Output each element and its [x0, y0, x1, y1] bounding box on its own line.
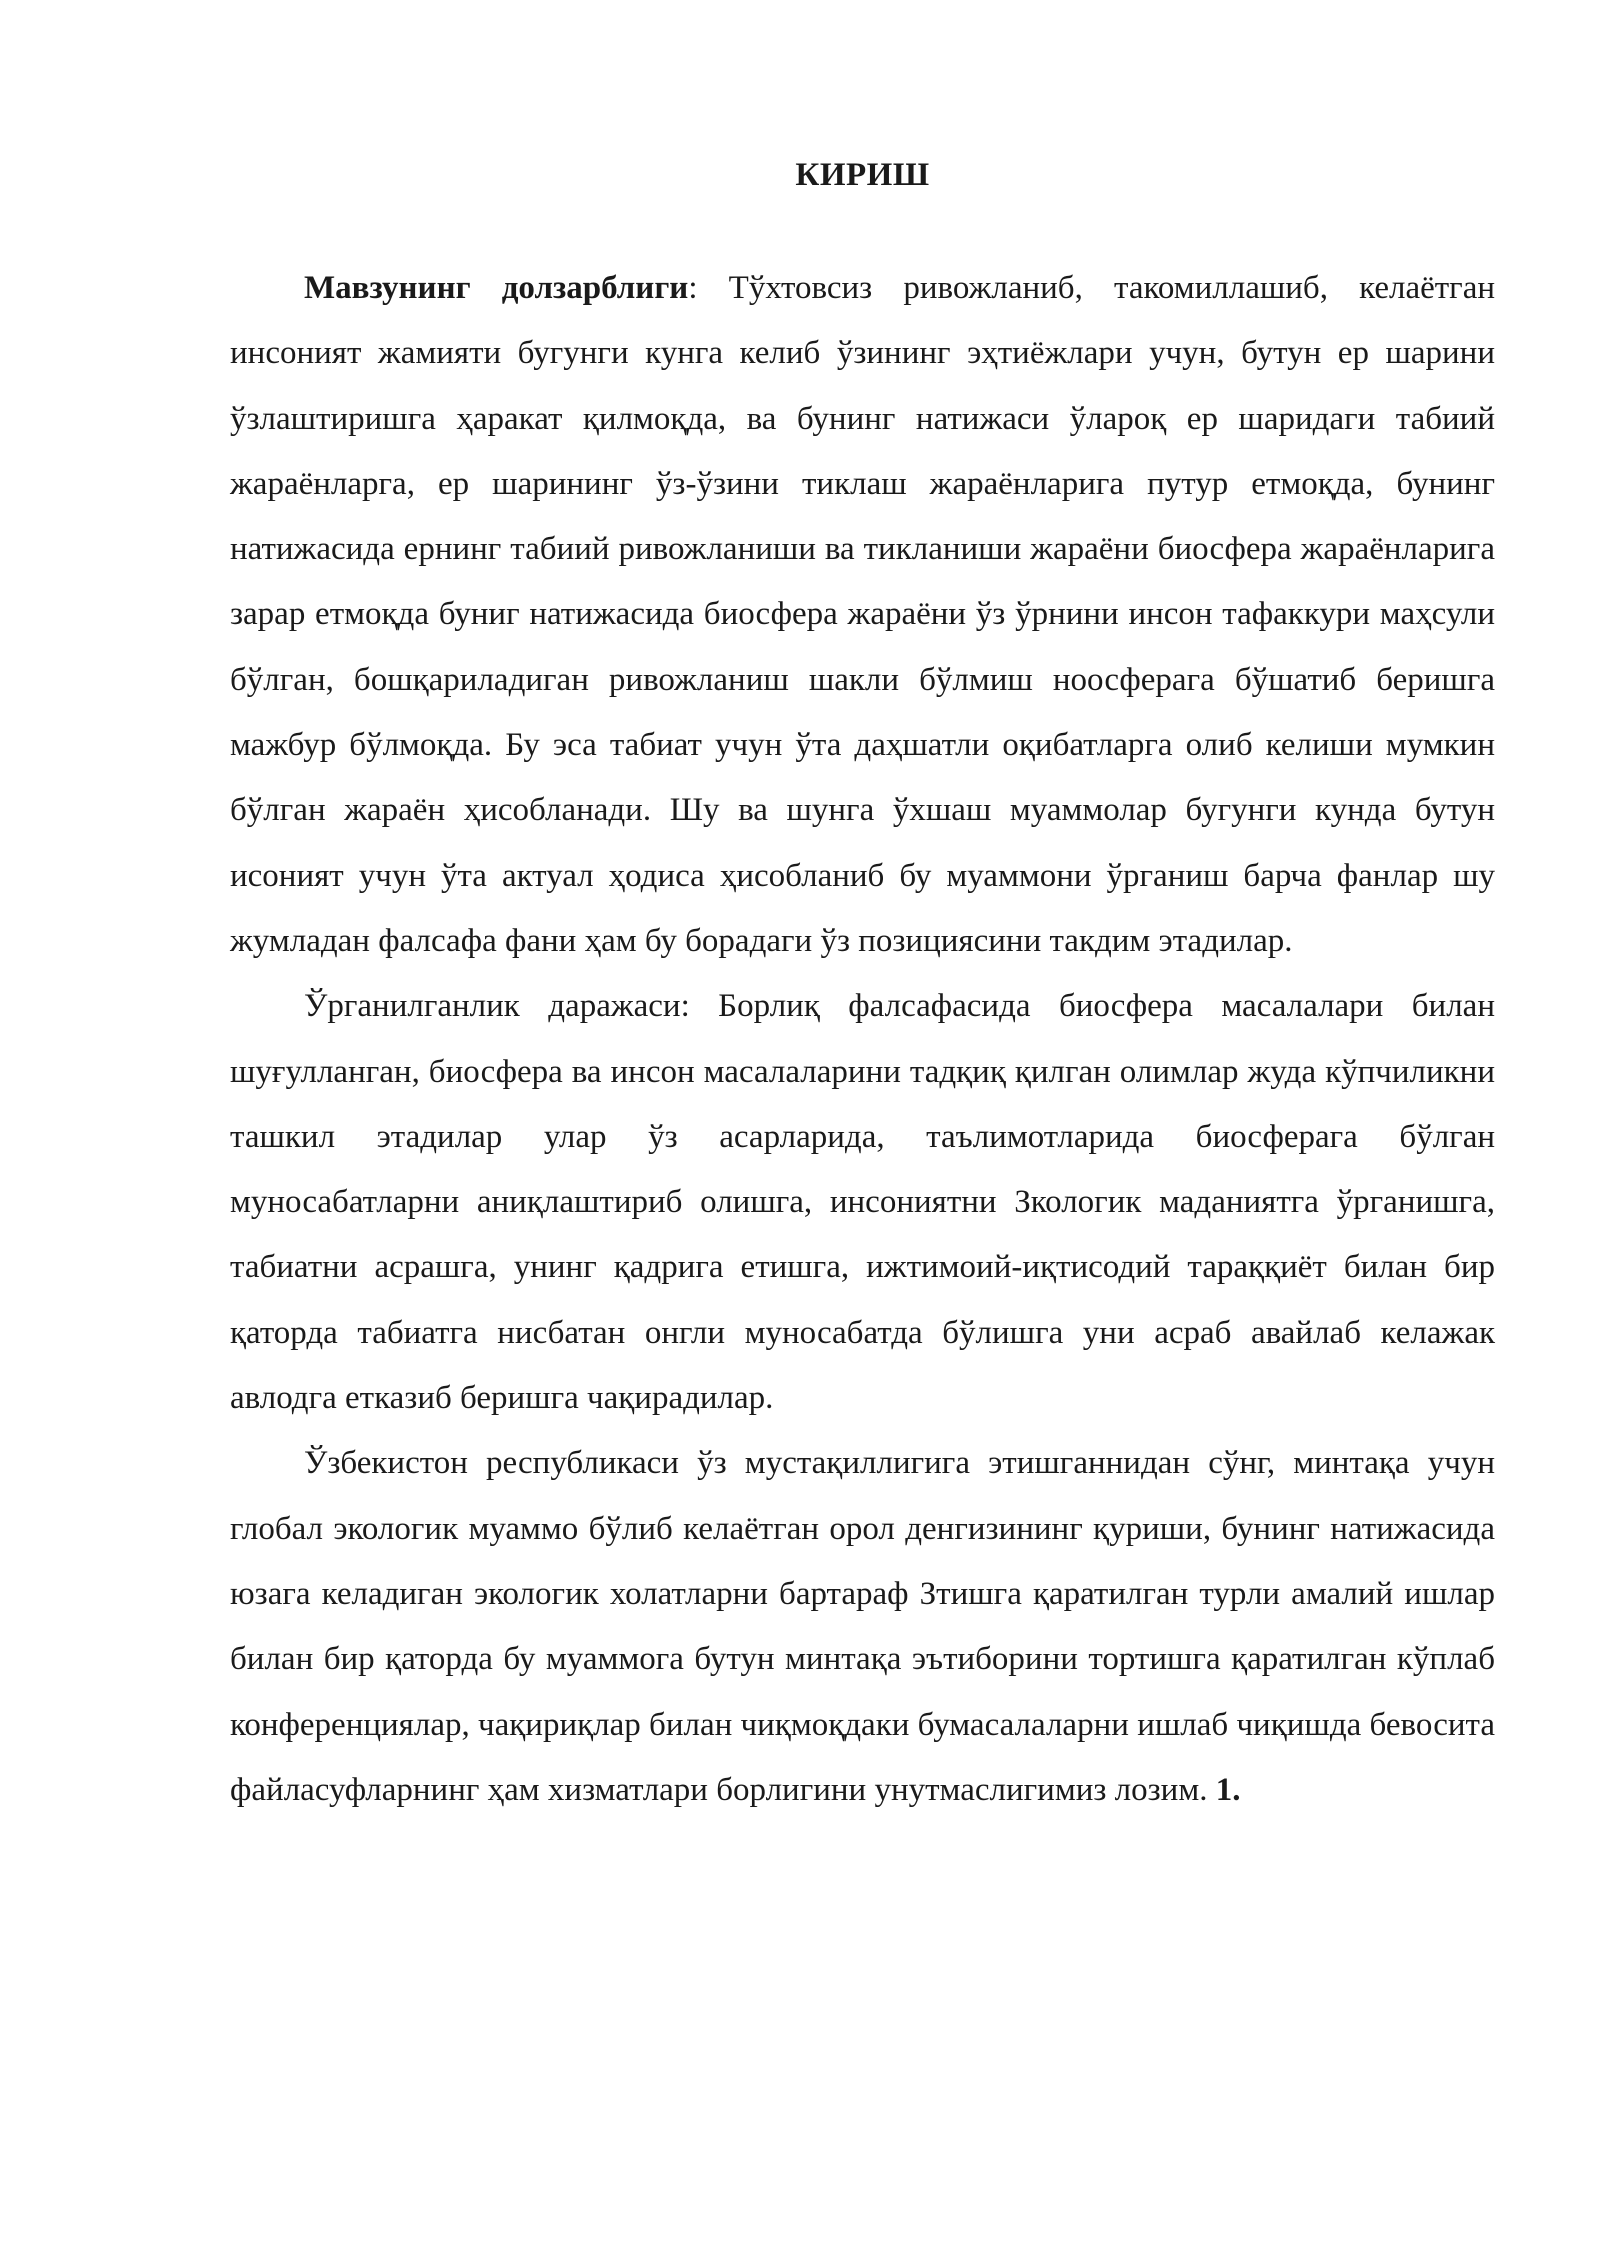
footnote-reference: 1.: [1215, 1771, 1241, 1808]
paragraph-lead-relevance: Мавзунинг долзарблиги: [304, 270, 689, 306]
paragraph-uzbekistan: [230, 1431, 1495, 1823]
document-title: КИРИШ: [795, 157, 930, 193]
paragraph-relevance: [230, 256, 1495, 974]
paragraph-text-uzbekistan: Ўзбекистон республикаси ўз мустақиллигига этишганнидан сўнг, минтақа учун глобал экологик муаммо бўлиб келаётган орол денгизининг қуриши, бунинг натижасида юзага келадиган экологик холатларни бартараф Зтишга қаратилган турли амалий ишлар билан бир қаторда бу муаммога бутун минтақа эътиборини тортишга қаратилган кўплаб конференциялар, чақириқлар билан чиқмоқдаки бумасалаларни ишлаб чиқишда бевосита файласуфларнинг ҳам хизматлари борлигини унутмаслигимиз лозим.: [230, 1445, 1495, 1808]
paragraph-text-relevance: : Тўхтовсиз ривожланиб, такомиллашиб, келаётган инсоният жамияти бугунги кунга келиб ўзининг эҳтиёжлари учун, бутун ер шарини ўзлаштиришга ҳаракат қилмоқда, ва бунинг натижаси ўлароқ ер шаридаги табиий жараёнларга, ер шарининг ўз-ўзини тиклаш жараёнларига путур етмоқда, бунинг натижасида ернинг табиий ривожланиши ва тикланиши жараёни биосфера жараёнларига зарар етмоқда буниг натижасида биосфера жараёни ўз ўрнини инсон тафаккури маҳсули бўлган, бошқариладиган ривожланиш шакли бўлмиш ноосферага бўшатиб беришга мажбур бўлмоқда. Бу эса табиат учун ўта даҳшатли оқибатларга олиб келиши мумкин бўлган жараён ҳисобланади. Шу ва шунга ўхшаш муаммолар бугунги кунда бутун исоният учун ўта актуал ҳодиса ҳисобланиб бу муаммони ўрганиш барча фанлар шу жумладан фалсафа фани ҳам бу борадаги ўз позициясини такдим этадилар.: [230, 270, 1496, 959]
document-page: [230, 150, 1495, 1823]
paragraph-study-level: Ўрганилганлик даражаси: Борлиқ фалсафасида биосфера масалалари билан шуғулланган, биосфера ва инсон масалаларини тадқиқ қилган олимлар жуда кўпчиликни ташкил этадилар улар ўз асарларида, таълимотларида биосферага бўлган муносабатларни аниқлаштириб олишга, инсониятни Зкологик маданиятга ўрганишга, табиатни асрашга, унинг қадрига етишга, ижтимоий-иқтисодий тараққиёт билан бир қаторда табиатга нисбатан онгли муносабатда бўлишга уни асраб авайлаб келажак авлодга етказиб беришга чақирадилар.: [230, 988, 1495, 1417]
